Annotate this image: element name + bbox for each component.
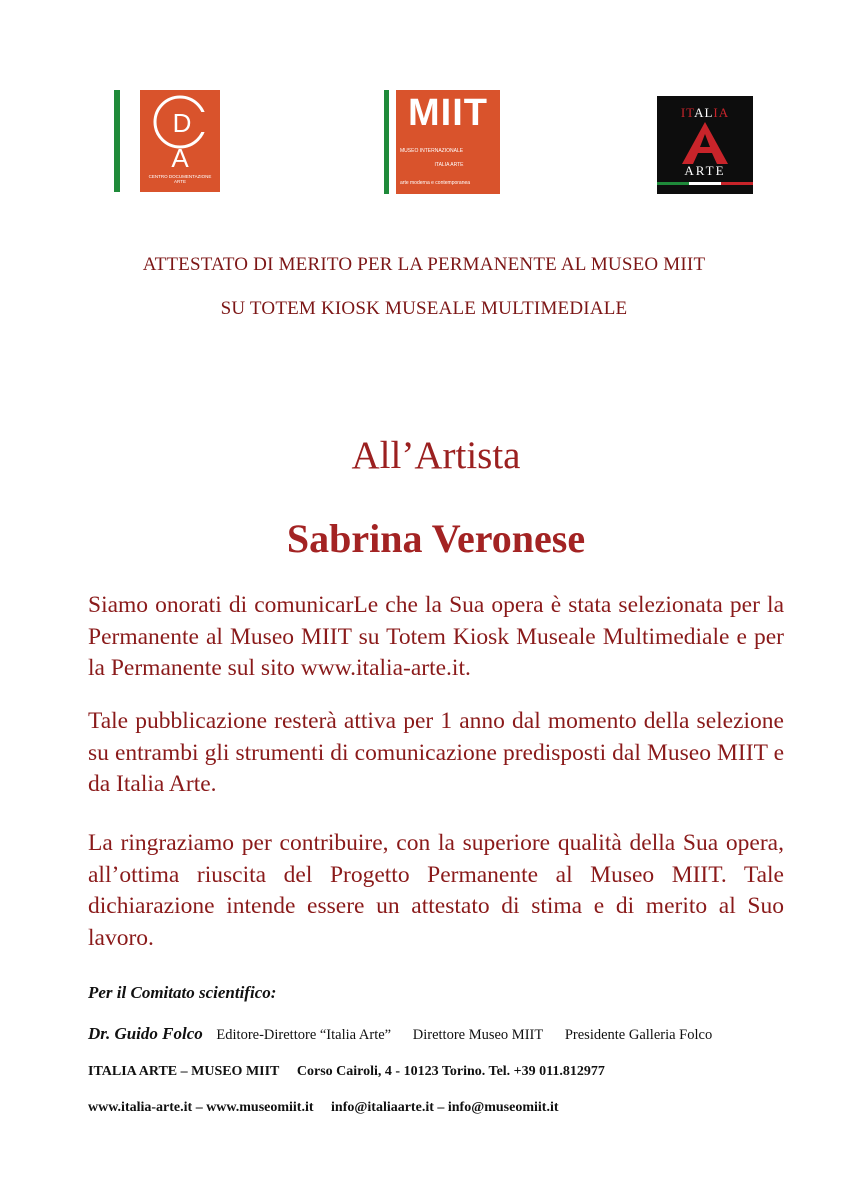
recipient-salutation: All’Artista	[351, 434, 521, 477]
miit-logo-line3: arte moderna e contemporanea	[400, 180, 471, 186]
miit-logo	[384, 90, 504, 194]
cda-caption-line1: CENTRO DOCUMENTAZIONE	[148, 174, 212, 179]
cda-logo	[114, 90, 224, 192]
italia-arte-logo	[657, 96, 753, 194]
italia-arte-top-part2: AL	[694, 105, 714, 120]
miit-logo-title: MIIT	[408, 92, 488, 134]
italia-arte-logo-top	[657, 106, 753, 120]
address-row	[88, 1064, 605, 1080]
italia-arte-logo-bottom: ARTE	[684, 163, 726, 178]
body-paragraph-1: Siamo onorati di comunicarLe che la Sua opera è stata selezionata per la Permanente al Museo MIIT su Totem Kiosk Museale Multimediale e per la Permanente sul sito www.italia-arte.it.	[88, 592, 784, 681]
cda-letter-a: A	[171, 143, 189, 172]
italia-arte-flag	[657, 182, 753, 185]
signatory-name: Dr. Guido Folco	[88, 1024, 203, 1043]
miit-logo-line2: ITALIA ARTE	[434, 162, 464, 168]
organization-name: ITALIA ARTE – MUSEO MIIT	[88, 1064, 280, 1079]
certificate-heading-line2: SU TOTEM KIOSK MUSEALE MULTIMEDIALE	[220, 298, 628, 319]
certificate-heading-line1: ATTESTATO DI MERITO PER LA PERMANENTE AL MUSEO MIIT	[142, 254, 706, 275]
italia-arte-top-part3: IA	[713, 105, 730, 120]
contact-row	[88, 1100, 559, 1116]
cda-monogram-icon	[140, 92, 220, 172]
italia-arte-top-part1: IT	[680, 105, 695, 120]
cda-caption-line2: ARTE	[174, 179, 186, 184]
signatory-role-2: Direttore Museo MIIT	[412, 1027, 544, 1043]
cda-letter-d: D	[172, 108, 192, 138]
italia-arte-big-a-icon	[679, 120, 731, 166]
committee-label: Per il Comitato scientifico:	[88, 983, 277, 1002]
website-links: www.italia-arte.it – www.museomiit.it	[88, 1100, 314, 1115]
email-links: info@italiaarte.it – info@museomiit.it	[331, 1100, 559, 1115]
recipient-name: Sabrina Veronese	[286, 516, 586, 561]
signatory-role-1: Editore-Direttore “Italia Arte”	[216, 1027, 392, 1043]
body-paragraph-2: Tale pubblicazione resterà attiva per 1 anno dal momento della selezione su entrambi gli strumenti di comunicazione predisposti dal Museo MIIT e da Italia Arte.	[88, 708, 784, 797]
miit-logo-line1: MUSEO INTERNAZIONALE	[400, 148, 464, 154]
cda-caption	[140, 174, 220, 184]
signatory-row	[88, 1024, 712, 1044]
body-paragraph-3: La ringraziamo per contribuire, con la superiore qualità della Sua opera, all’ottima riuscita del Progetto Permanente al Museo MIIT. Tale dichiarazione intende essere un attestato di stima e di merito al Suo lavoro.	[88, 830, 784, 951]
signatory-role-3: Presidente Galleria Folco	[564, 1027, 713, 1043]
organization-address: Corso Cairoli, 4 - 10123 Torino. Tel. +39 011.812977	[296, 1064, 605, 1079]
